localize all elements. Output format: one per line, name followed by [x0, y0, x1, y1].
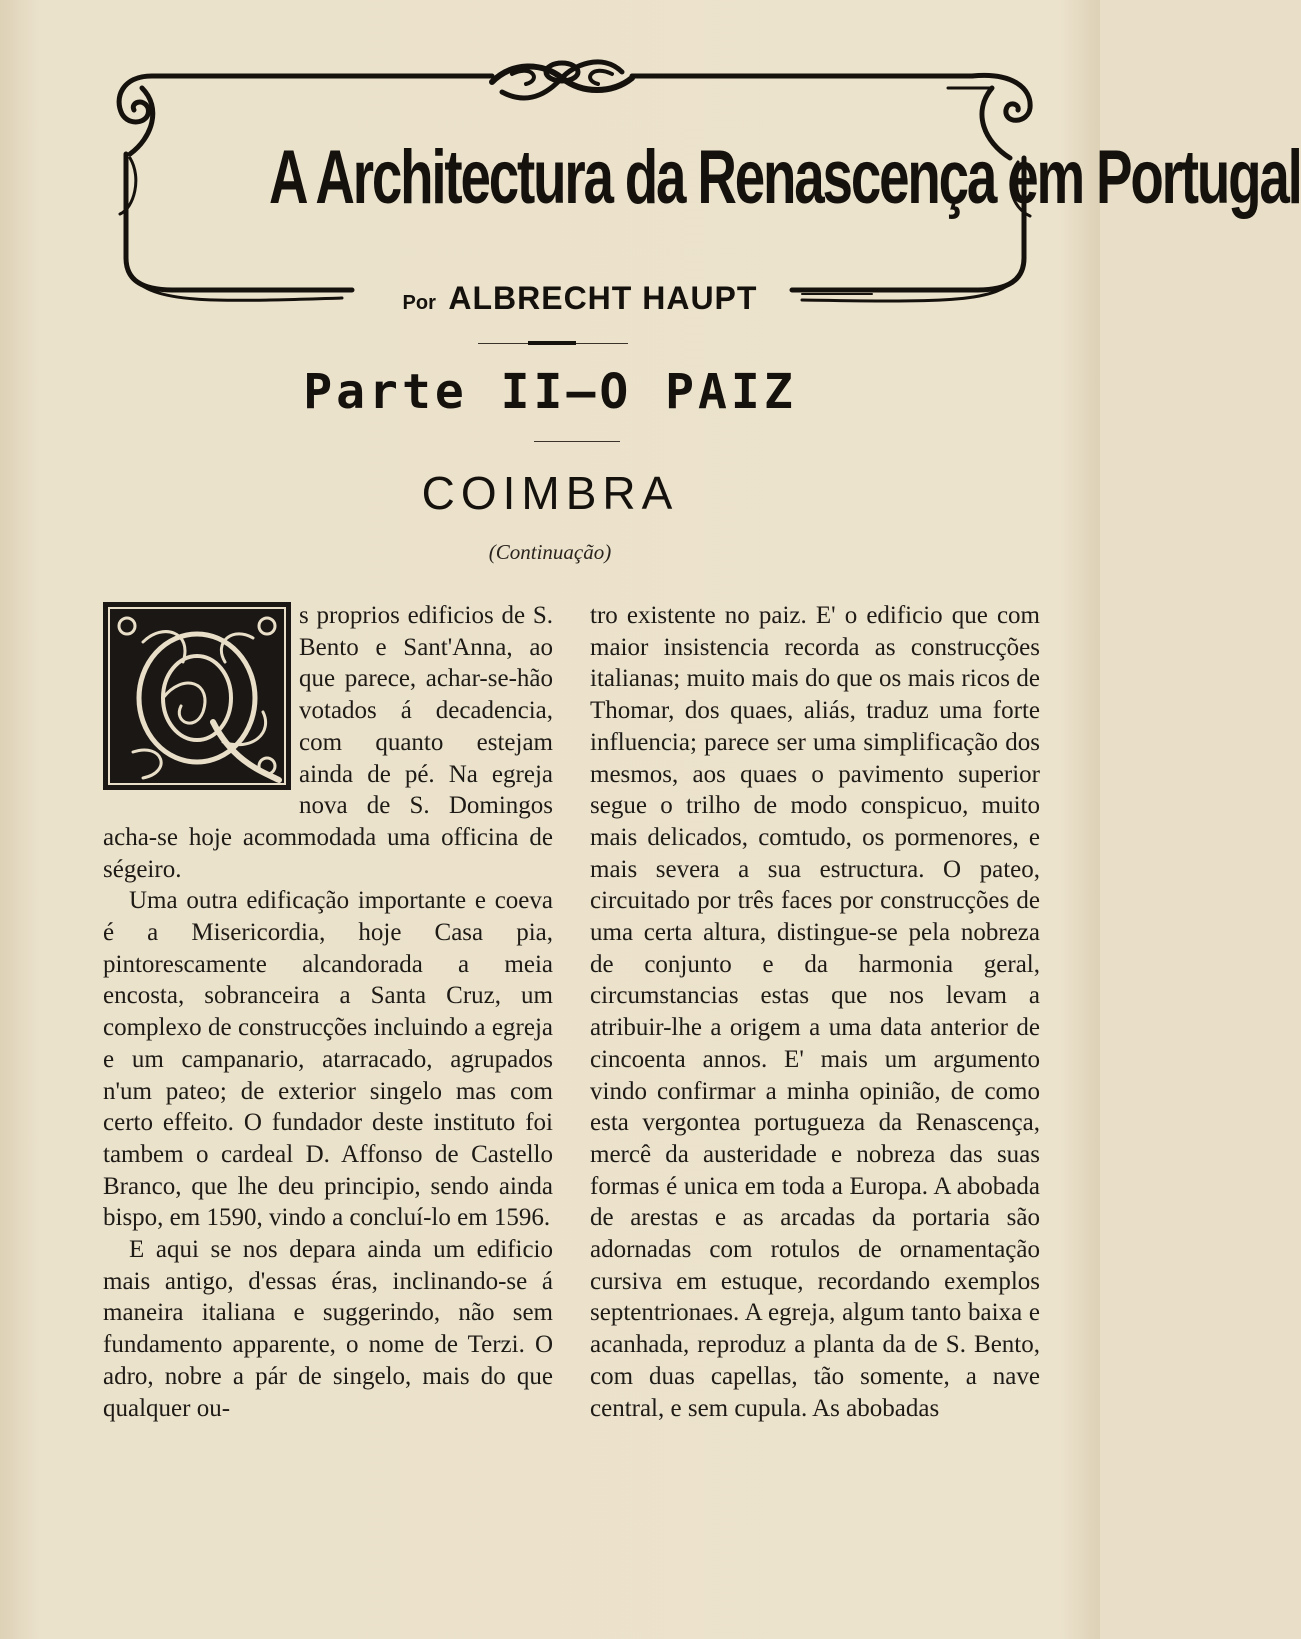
section-title: COIMBRA — [421, 467, 679, 519]
divider-top-bold — [528, 341, 576, 345]
byline-prefix: Por — [402, 292, 436, 314]
author-name: ALBRECHT HAUPT — [448, 280, 758, 316]
paragraph: tro existente no paiz. E' o edificio que com maior insistencia recorda as construcções italianas; muito mais do que os mais ricos de Thomar, dos quaes, aliás, traduz uma forte influencia; parece ser uma simplificação dos mesmos, aos quaes o pavimento superior segue o trilho de modo conspicuo, muito mais delicados, comtudo, os pormenores, e mais severa a sua estructura. O pateo, circuitado por três faces por construcções de uma certa altura, distingue-se pela nobreza de conjunto e da harmonia geral, circumstancias estas que nos levam a atribuir-lhe a origem a uma data anterior de cincoenta annos. E' mais um argumento vindo confirmar a minha opinião, de como esta vergontea portugueza da Renascença, mercê da austeridade e nobreza das suas formas é unica em toda a Europa. A abobada de arestas e as arcadas da portaria são adornadas com rotulos de ornamentação cursiva em estuque, recordando exemplos septentrionaes. A egreja, algum tanto baixa e acanhada, reproduz a planta da de S. Bento, com duas capellas, tão somente, a nave central, e sem cupula. As abobadas — [590, 602, 1040, 1422]
paragraph: E aqui se nos depara ainda um edificio mais antigo, d'essas éras, inclinando-se á maneira italiana e suggerindo, não sem fundamento apparente, o nome de Terzi. O adro, nobre a pár de singelo, mais do que qualquer ou- — [103, 1236, 553, 1422]
paragraph: Uma outra edificação importante e coeva é a Misericordia, hoje Casa pia, pintorescamente alcandorada a meia encosta, sobranceira a Santa Cruz, um complexo de construcções incluindo a egreja e um campanario, atarracado, agrupados n'um pateo; de exterior singelo mas com certo effeito. O fundador deste instituto foi tambem o cardeal D. Affonso de Castello Branco, que lhe deu principio, sendo ainda bispo, em 1590, vindo a concluí-lo em 1596. — [103, 887, 553, 1232]
text-column-right — [590, 600, 1040, 1424]
text-column-left — [103, 600, 553, 1424]
continuation-label: (Continuação) — [488, 540, 612, 564]
byline — [380, 280, 780, 317]
part-title: Parte II—O PAIZ — [303, 364, 797, 420]
paragraph: s proprios edificios de S. Bento e Sant'Anna, ao que parece, achar-se-hão votados á decadencia, com quanto estejam ainda de pé. Na egreja nova de S. Domingos acha-se hoje acommodada uma officina de ségeiro. — [103, 602, 553, 883]
article-title: A Architectura da Renascença em Portugal — [269, 135, 1301, 220]
dropcap-letter — [103, 602, 291, 790]
ornament-vine-icon — [103, 602, 291, 790]
divider-bottom — [534, 441, 620, 442]
